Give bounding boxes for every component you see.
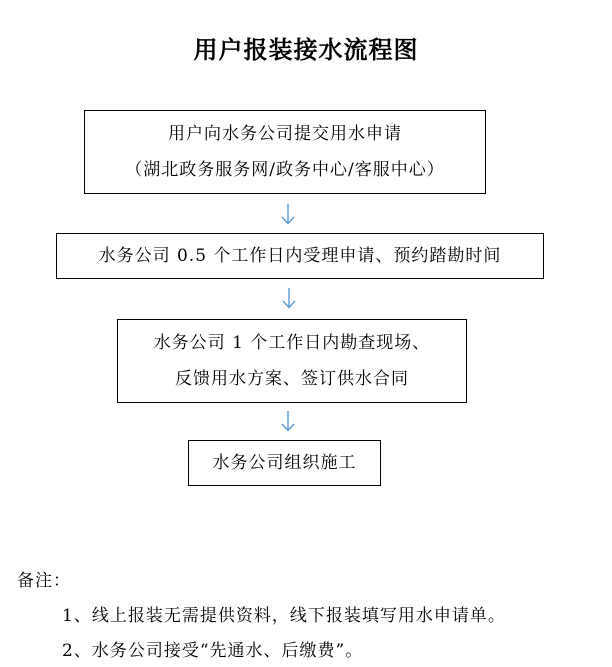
down-arrow-icon (280, 203, 296, 225)
step-box-accept (56, 233, 544, 279)
notes-heading: 备注： (17, 571, 71, 591)
down-arrow-icon (280, 410, 296, 432)
step-text: 水务公司组织施工 (212, 453, 357, 473)
step-text: 水务公司 1 个工作日内勘查现场、 (153, 333, 431, 353)
step-box-survey (117, 319, 467, 403)
step-text: 水务公司 0.5 个工作日内受理申请、预约踏勘时间 (98, 246, 502, 266)
step-box-construction (188, 440, 381, 486)
step-text: （湖北政务服务网/政务中心/客服中心） (125, 160, 445, 180)
step-text: 用户向水务公司提交用水申请 (168, 124, 402, 144)
step-box-apply (84, 110, 486, 194)
note-item: 1、线上报装无需提供资料，线下报装填写用水申请单。 (62, 606, 506, 626)
flowchart-title: 用户报装接水流程图 (193, 36, 419, 64)
down-arrow-icon (281, 287, 297, 309)
step-text: 反馈用水方案、签订供水合同 (175, 369, 409, 389)
note-item: 2、水务公司接受“先通水、后缴费”。 (62, 641, 364, 661)
